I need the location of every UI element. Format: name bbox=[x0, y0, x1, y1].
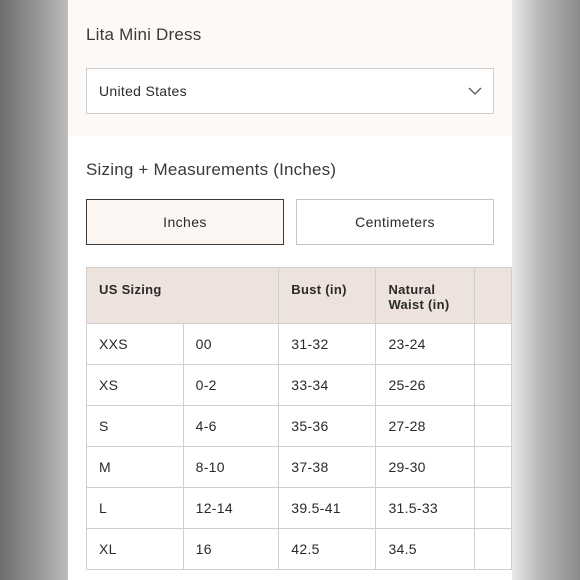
cell-bust: 39.5-41 bbox=[279, 488, 376, 529]
table-header-row bbox=[87, 268, 512, 324]
table-row bbox=[87, 324, 512, 365]
cell-bust: 35-36 bbox=[279, 406, 376, 447]
header-bust: Bust (in) bbox=[279, 268, 376, 324]
cell-us-size: 8-10 bbox=[183, 447, 279, 488]
cell-waist: 23-24 bbox=[376, 324, 475, 365]
header-natural-waist: Natural Waist (in) bbox=[376, 268, 475, 324]
size-chart-table bbox=[86, 267, 512, 570]
table-row bbox=[87, 529, 512, 570]
cell-bust: 33-34 bbox=[279, 365, 376, 406]
background-right bbox=[512, 0, 580, 580]
background-left bbox=[0, 0, 68, 580]
cell-cut-off bbox=[475, 447, 512, 488]
product-name: Lita Mini Dress bbox=[86, 25, 202, 44]
cell-cut-off bbox=[475, 365, 512, 406]
cell-waist: 27-28 bbox=[376, 406, 475, 447]
cell-us-size: 4-6 bbox=[183, 406, 279, 447]
cell-us-size: 00 bbox=[183, 324, 279, 365]
cell-us-size: 16 bbox=[183, 529, 279, 570]
table-row bbox=[87, 488, 512, 529]
cell-waist: 25-26 bbox=[376, 365, 475, 406]
cell-size-label: XL bbox=[87, 529, 184, 570]
cell-us-size: 0-2 bbox=[183, 365, 279, 406]
cell-waist: 31.5-33 bbox=[376, 488, 475, 529]
cell-bust: 31-32 bbox=[279, 324, 376, 365]
cell-us-size: 12-14 bbox=[183, 488, 279, 529]
cell-size-label: S bbox=[87, 406, 184, 447]
cell-size-label: XS bbox=[87, 365, 184, 406]
section-title: Sizing + Measurements (Inches) bbox=[86, 160, 337, 179]
cell-cut-off bbox=[475, 488, 512, 529]
header-cut-off-column bbox=[475, 268, 512, 324]
chevron-down-icon bbox=[467, 83, 483, 99]
country-select[interactable] bbox=[86, 68, 494, 114]
cell-size-label: L bbox=[87, 488, 184, 529]
cell-cut-off bbox=[475, 529, 512, 570]
centimeters-button[interactable]: Centimeters bbox=[296, 199, 494, 245]
country-select-value: United States bbox=[99, 83, 187, 99]
header-us-sizing: US Sizing bbox=[87, 268, 279, 324]
cell-cut-off bbox=[475, 324, 512, 365]
cell-waist: 34.5 bbox=[376, 529, 475, 570]
table-row bbox=[87, 365, 512, 406]
size-guide-panel bbox=[68, 0, 512, 580]
table-row bbox=[87, 447, 512, 488]
table-row bbox=[87, 406, 512, 447]
cell-bust: 42.5 bbox=[279, 529, 376, 570]
cell-cut-off bbox=[475, 406, 512, 447]
cell-size-label: M bbox=[87, 447, 184, 488]
product-header bbox=[68, 0, 512, 136]
cell-bust: 37-38 bbox=[279, 447, 376, 488]
cell-waist: 29-30 bbox=[376, 447, 475, 488]
cell-size-label: XXS bbox=[87, 324, 184, 365]
inches-button[interactable]: Inches bbox=[86, 199, 284, 245]
